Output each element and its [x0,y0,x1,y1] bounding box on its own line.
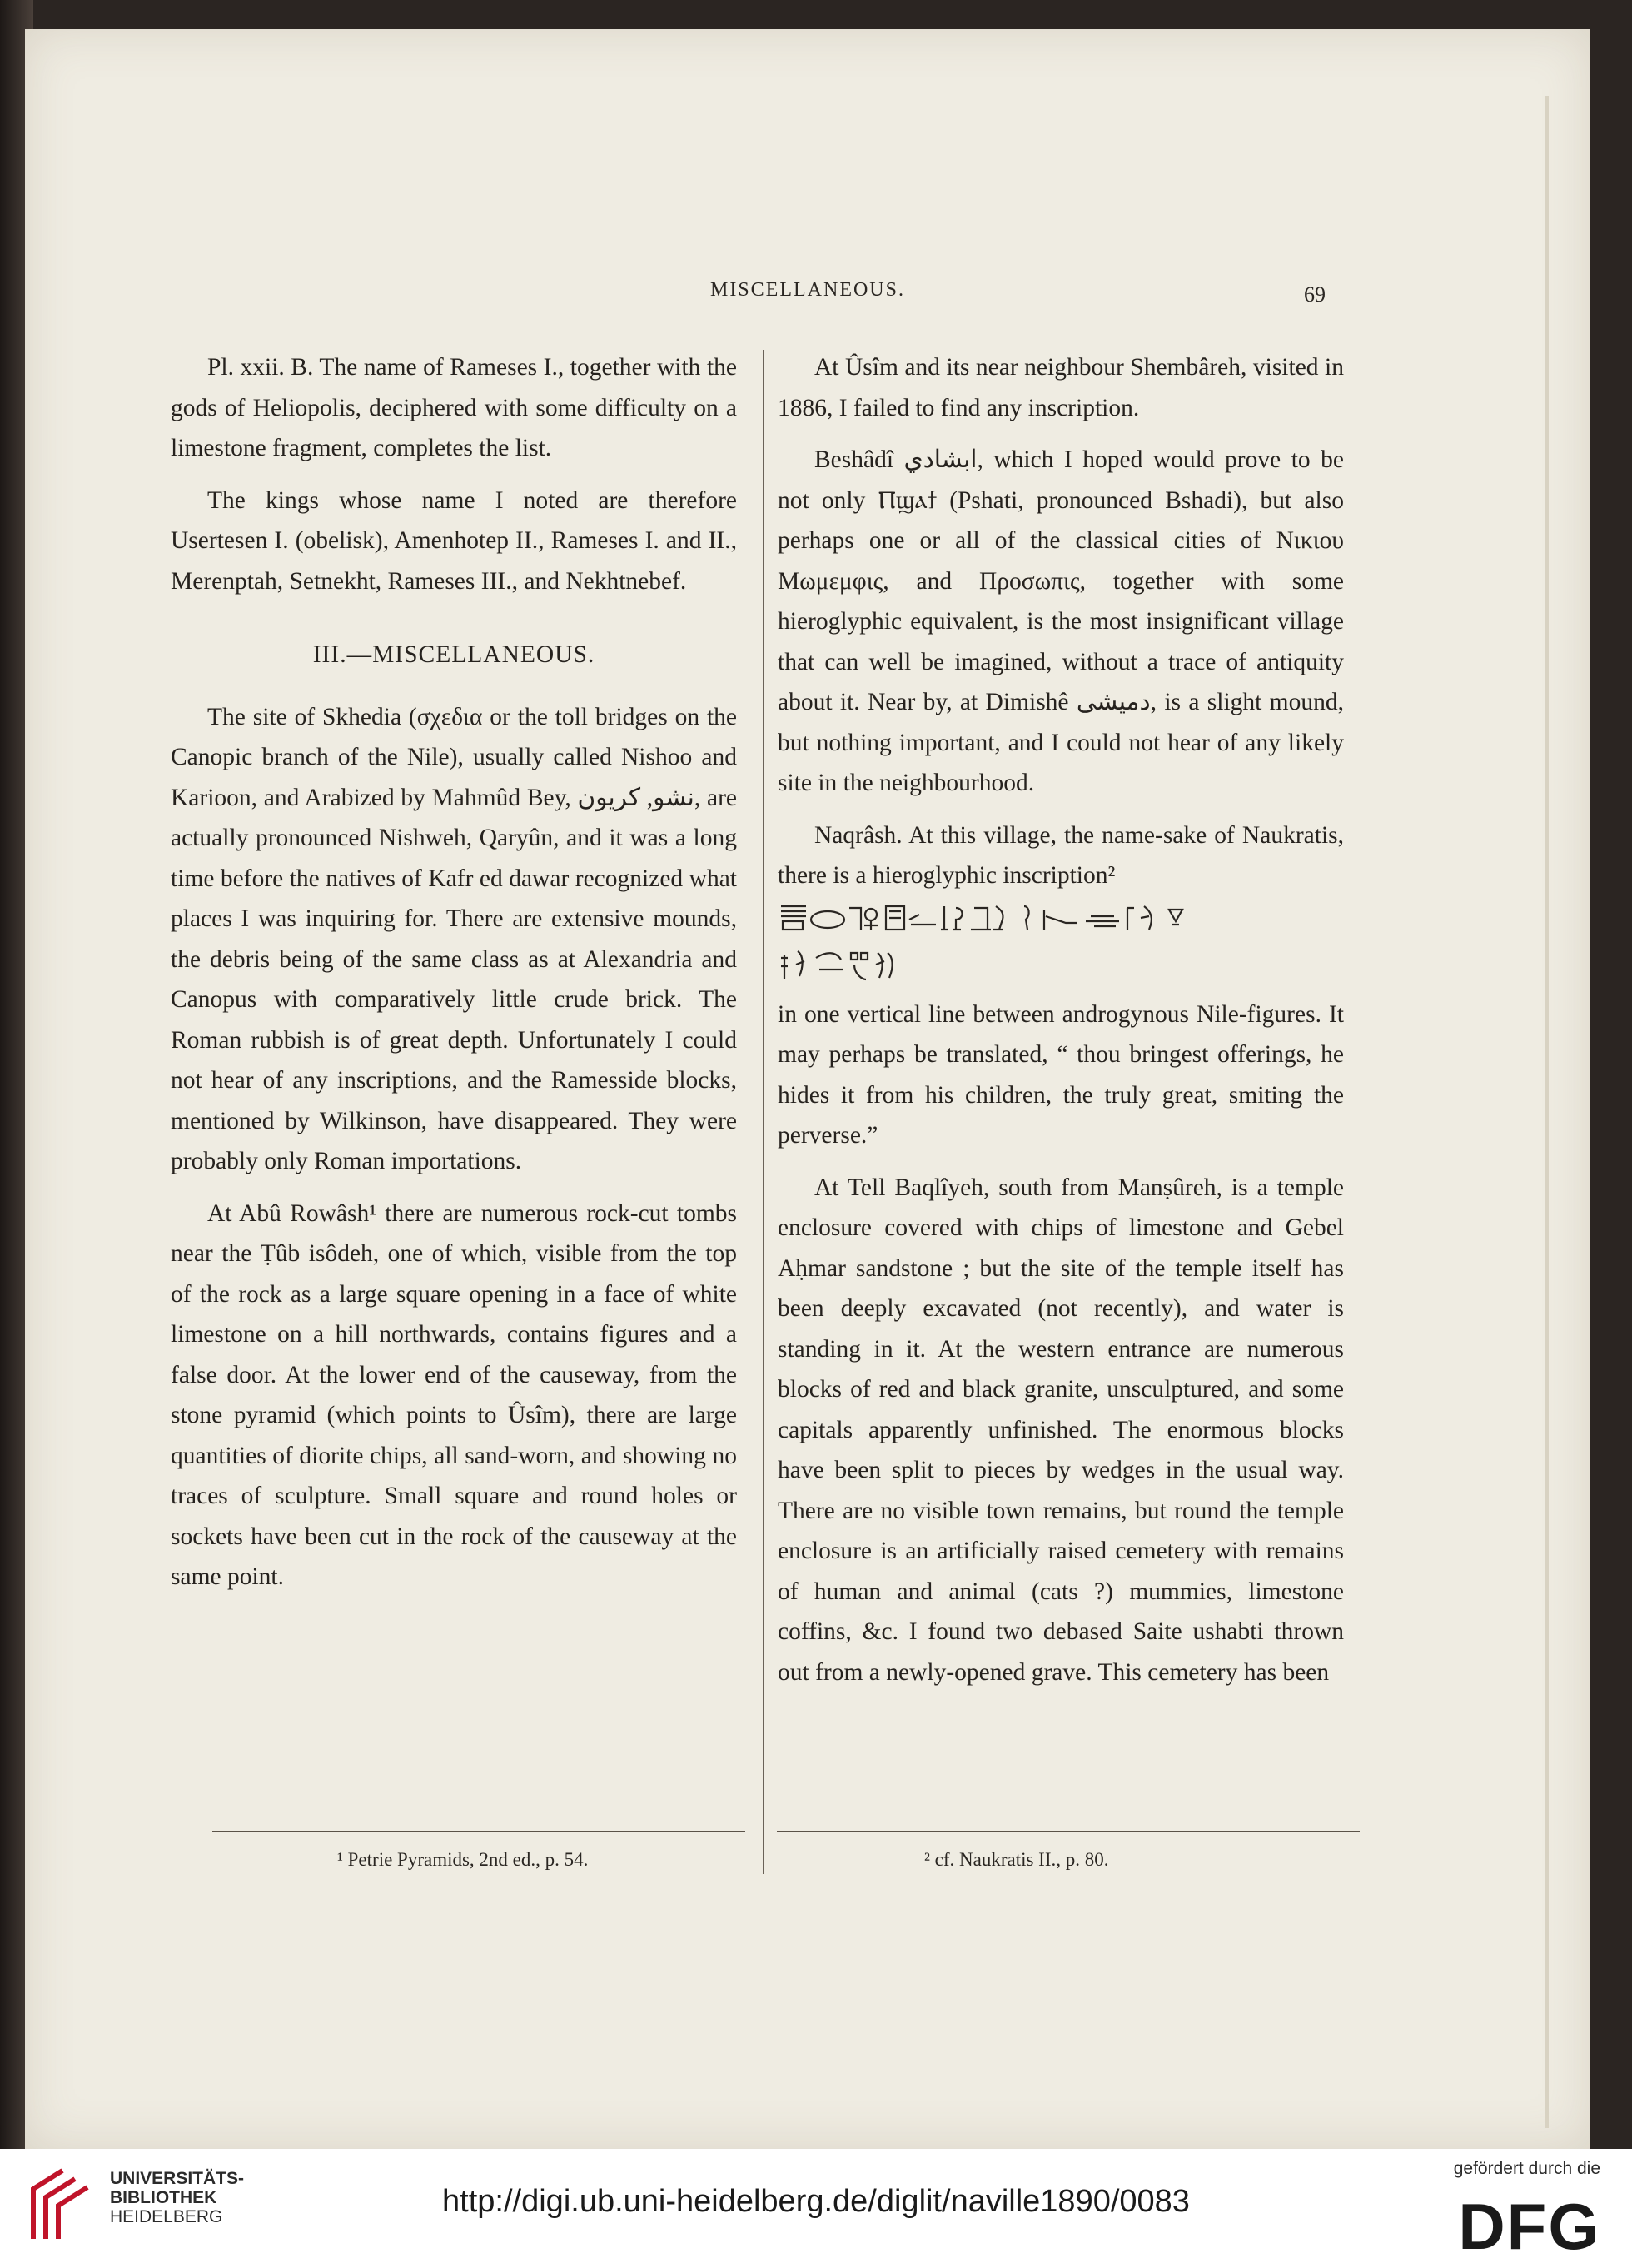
left-column [171,347,737,1598]
section-heading: III.—MISCELLANEOUS. [312,641,595,668]
footnote-rule-right [777,1831,1360,1832]
paragraph-naqrash-intro: Naqrâsh. At this village, the name-sake of Naukratis, there is a hieroglyphic inscription² [778,821,1344,889]
paragraph-rameses-plate: Pl. xxii. B. The name of Rameses I., together with the gods of Heliopolis, deciphered with some difficulty on a limestone fragment, completes the list. [171,354,737,461]
footnote-rule-left [212,1831,745,1832]
page-edge [1545,96,1549,2128]
footnote-petrie: ¹ Petrie Pyramids, 2nd ed., p. 54. [337,1849,589,1870]
library-name-line1: UNIVERSITÄTS- [110,2169,245,2188]
column-divider [763,350,764,1874]
paragraph-tell-baqliyeh: At Tell Baqlîyeh, south from Manṣûreh, is a temple enclosure covered with chips of limestone and Gebel Aḥmar sandstone ; but the site of the temple itself has been deeply excavated (not recently), and water is standing in it. At the western entrance are numerous blocks of red and black granite, unsculptured, and some capitals apparently unfinished. The enormous blocks have been split to pieces by wedges in the usual way. There are no visible town remains, but round the temple enclosure is an artificially raised cemetery with remains of human and animal (cats ?) mummies, limestone coffins, &c. I found two debased Saite ushabti thrown out from a newly-opened grave. This cemetery has been [778,1174,1344,1686]
viewer-footer [0,2149,1632,2268]
paragraph-kings-list: The kings whose name I noted are therefore Usertesen I. (obelisk), Amenhotep II., Rameses I. and II., Merenptah, Setnekht, Rameses III., and Nekhtnebef. [171,486,737,595]
hieroglyphic-inscription-image [778,900,1342,991]
paragraph-abu-rowash: At Abû Rowâsh¹ there are numerous rock-cut tombs near the Ṭûb isôdeh, one of which, visible from the top of the rock as a large square opening in a face of white limestone on a hill northwards, contains figures and a false door. At the lower end of the causeway, from the stone pyramid (which points to Ûsîm), there are large quantities of diorite chips, all sand-worn, and showing no traces of sculpture. Small square and round holes or sockets have been cut in the rock of the causeway at the same point. [171,1199,737,1590]
right-column [778,347,1344,1692]
dfg-logo: DFG [1458,2190,1600,2263]
page-number: 69 [1304,282,1326,307]
running-title: MISCELLANEOUS. [709,279,905,301]
library-name-line3: HEIDELBERG [110,2207,223,2226]
book-page [25,29,1590,2149]
permalink-url[interactable]: http://digi.ub.uni-heidelberg.de/diglit/naville1890/0083 [442,2184,1190,2219]
funding-caption: gefördert durch die [1453,2159,1600,2178]
paragraph-usim: At Ûsîm and its near neighbour Shembâreh, visited in 1886, I failed to find any inscription. [778,354,1344,421]
footnote-naukratis: ² cf. Naukratis II., p. 80. [924,1849,1109,1870]
paragraph-skhedia: The site of Skhedia (σχεδια or the toll bridges on the Canopic branch of the Nile), usually called Nishoo and Karioon, and Arabized by Mahmûd Bey, نشو, كريون, are actually pronounced Nishweh, Qaryûn, and it was a long time before the natives of Kafr ed dawar recognized what places I was inquiring for. There are extensive mounds, the debris being of the same class as at Alexandria and Canopus with comparatively little crude brick. The Roman rubbish is of great depth. Unfortunately I could not hear of any inscriptions, and the Ramesside blocks, mentioned by Wilkinson, have disappeared. They were probably only Roman importations. [171,703,737,1174]
library-name-line2: BIBLIOTHEK [110,2188,217,2207]
paragraph-naqrash-translation: in one vertical line between androgynous Nile-figures. It may perhaps be translated, “ thou bringest offerings, he hides it from his children, the truly great, smiting the perverse.” [778,1000,1344,1149]
paragraph-beshadi: Beshâdî ابشادي, which I hoped would prove to be not only Ⲡϣⲁϯ (Pshati, pronounced Bshadi), but also perhaps one or all of the classical cities of Νικιου Μωμεμφις, and Προσωπις, together with some hieroglyphic equivalent, is the most insignificant village that can well be imagined, without a trace of antiquity about it. Near by, at Dimishê دميشى, is a slight mound, but nothing important, and I could not hear of any likely site in the neighbourhood. [778,446,1344,796]
